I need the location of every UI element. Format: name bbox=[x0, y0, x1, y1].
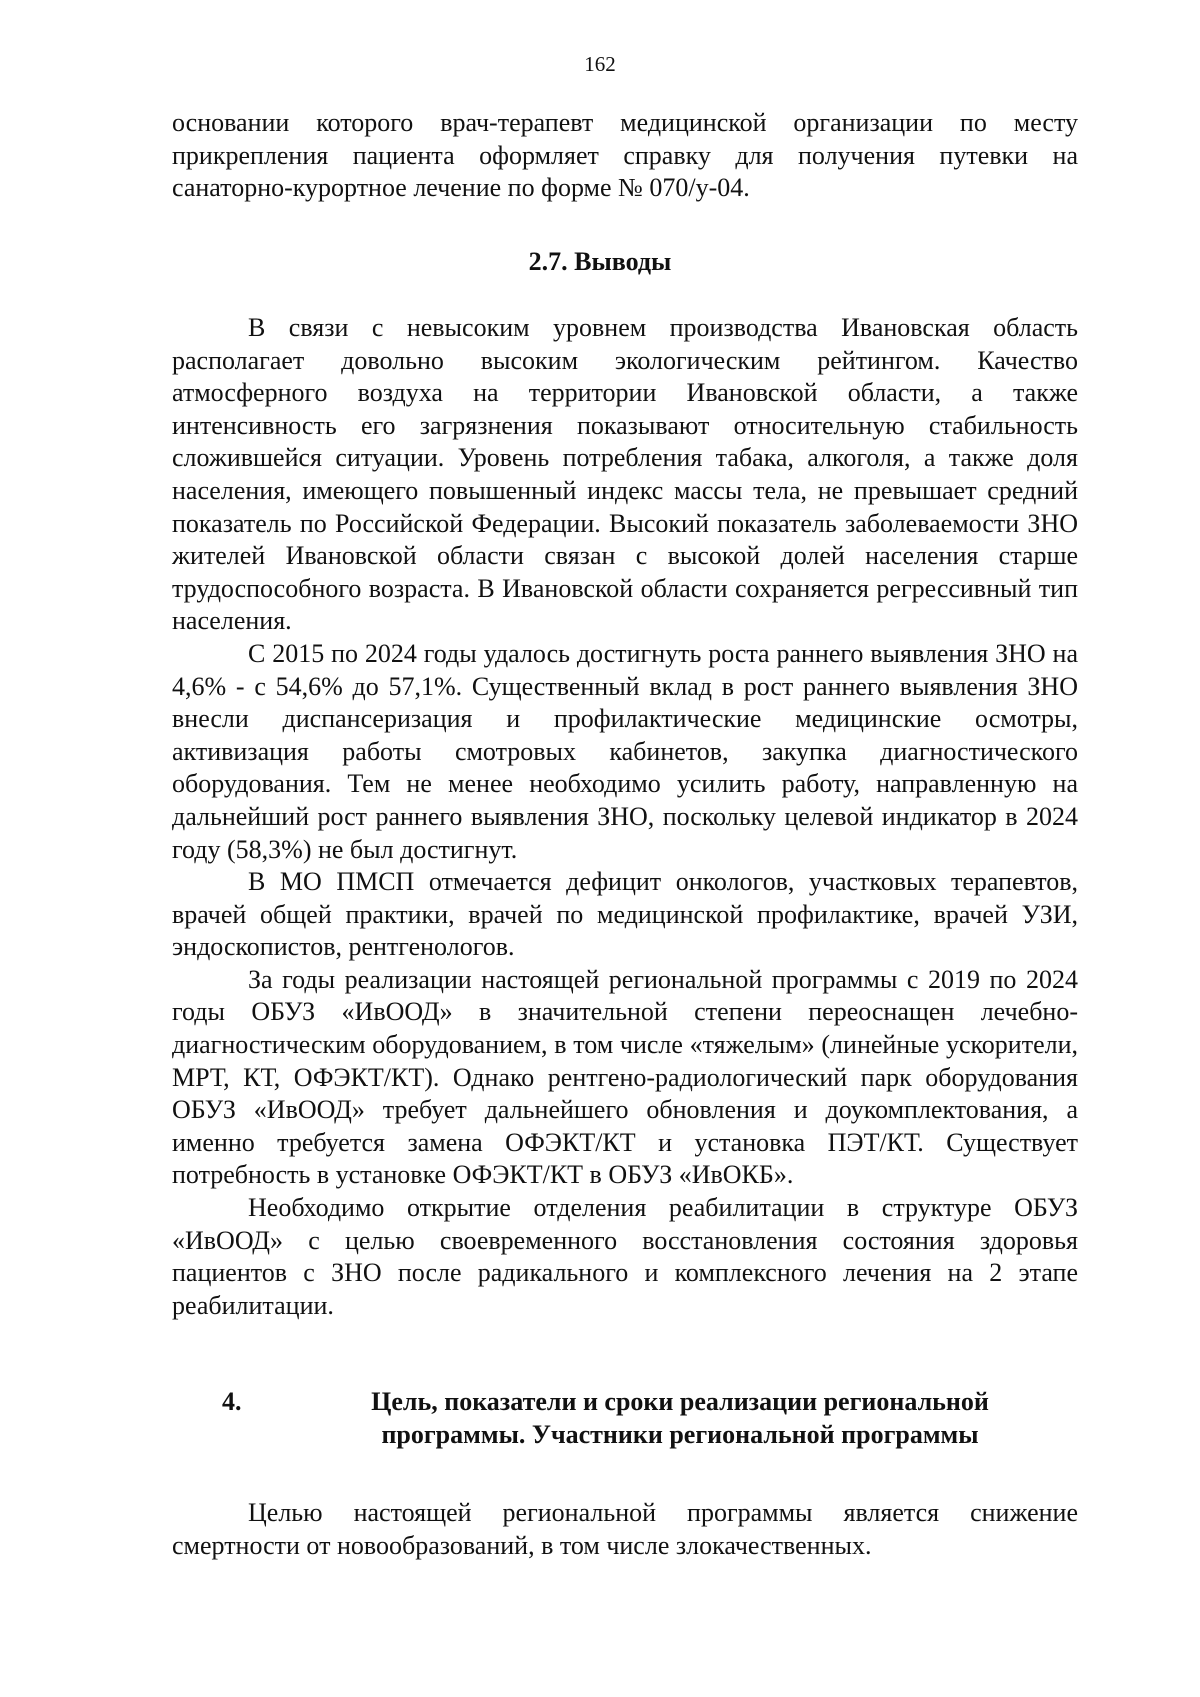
intro-line: прикрепления пациента оформляет справку для получения путевки на bbox=[172, 140, 1078, 170]
page-number: 162 bbox=[584, 52, 616, 76]
body-paragraph: В связи с невысоким уровнем производства Ивановская область располагает довольно высоким экологическим рейтингом. Качество атмосферного воздуха на территории Ивановской области, а также интенсивность его загрязнения показывают относительную стабильность сложившейся ситуации. Уровень потребления табака, алкоголя, а также доля населения, имеющего повышенный индекс массы тела, не превышает средний показатель по Российской Федерации. Высокий показатель заболеваемости ЗНО жителей Ивановской области связан с высокой долей населения старше трудоспособного возраста. В Ивановской области сохраняется регрессивный тип населения. bbox=[172, 313, 1078, 636]
section-number: 4. bbox=[222, 1387, 242, 1416]
intro-line: основании которого врач-терапевт медицинской организации по месту bbox=[172, 108, 1078, 137]
intro-paragraph bbox=[172, 107, 1078, 205]
intro-line: санаторно-курортное лечение по форме № 070/у-04. bbox=[172, 173, 750, 203]
section-title-line: Цель, показатели и сроки реализации региональной bbox=[371, 1387, 989, 1416]
section-title bbox=[300, 1385, 1060, 1451]
body-paragraph: В МО ПМСП отмечается дефицит онкологов, участковых терапевтов, врачей общей практики, врачей по медицинской профилактике, врачей УЗИ, эндоскопистов, рентгенологов. bbox=[172, 867, 1078, 962]
body-paragraph: За годы реализации настоящей региональной программы с 2019 по 2024 годы ОБУЗ «ИвООД» в значительной степени переоснащен лечебно-диагностическим оборудованием, в том числе «тяжелым» (линейные ускорители, МРТ, КТ, ОФЭКТ/КТ). Однако рентгено-радиологический парк оборудования ОБУЗ «ИвООД» требует дальнейшего обновления и доукомплектования, а именно требуется замена ОФЭКТ/КТ и установка ПЭТ/КТ. Существует потребность в установке ОФЭКТ/КТ в ОБУЗ «ИвОКБ». bbox=[172, 964, 1078, 1190]
body-paragraph: Целью настоящей региональной программы является снижение смертности от новообразований, в том числе злокачественных. bbox=[172, 1498, 1078, 1560]
goal-paragraph-block bbox=[172, 1497, 1078, 1562]
section-title-line: программы. Участники региональной программы bbox=[381, 1420, 979, 1449]
body-paragraph: С 2015 по 2024 годы удалось достигнуть роста раннего выявления ЗНО на 4,6% - с 54,6% до 57,1%. Существенный вклад в рост раннего выявления ЗНО внесли диспансеризация и профилактические медицинские осмотры, активизация работы смотровых кабинетов, закупка диагностического оборудования. Тем не менее необходимо усилить работу, направленную на дальнейший рост раннего выявления ЗНО, поскольку целевой индикатор в 2024 году (58,3%) не был достигнут. bbox=[172, 638, 1078, 864]
conclusions-body bbox=[172, 312, 1078, 1322]
section-heading-conclusions: 2.7. Выводы bbox=[528, 247, 672, 276]
body-paragraph: Необходимо открытие отделения реабилитации в структуре ОБУЗ «ИвООД» с целью своевременного восстановления состояния здоровья пациентов с ЗНО после радикального и комплексного лечения на 2 этапе реабилитации. bbox=[172, 1193, 1078, 1320]
